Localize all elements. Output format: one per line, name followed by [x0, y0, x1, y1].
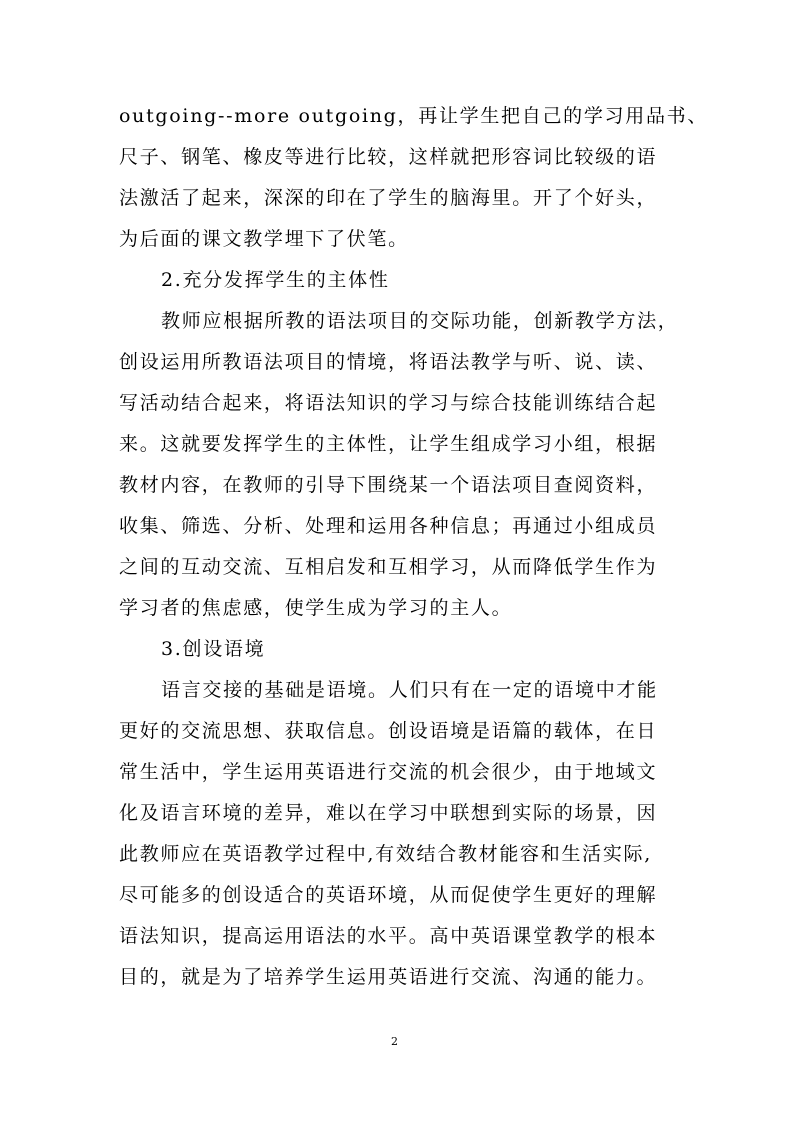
body-line: 语言交接的基础是语境。人们只有在一定的语境中才能 — [161, 679, 658, 701]
body-line: 为后面的课文教学埋下了伏笔。 — [119, 228, 409, 250]
body-line: 目的，就是为了培养学生运用英语进行交流、沟通的能力。 — [119, 966, 658, 988]
body-line: 写活动结合起来，将语法知识的学习与综合技能训练结合起 — [119, 392, 658, 414]
body-line: 收集、筛选、分析、处理和运用各种信息；再通过小组成员 — [119, 515, 658, 537]
body-line: 创设运用所教语法项目的情境，将语法教学与听、说、读、 — [119, 351, 658, 373]
body-line: 来。这就要发挥学生的主体性，让学生组成学习小组，根据 — [119, 433, 658, 455]
body-line: 教师应根据所教的语法项目的交际功能，创新教学方法， — [161, 310, 679, 332]
section-heading: 2.充分发挥学生的主体性 — [161, 269, 390, 291]
body-line: 语法知识，提高运用语法的水平。高中英语课堂教学的根本 — [119, 925, 658, 947]
body-line: outgoing--more outgoing，再让学生把自己的学习用品书、 — [119, 105, 709, 127]
body-line: 此教师应在英语教学过程中,有效结合教材能容和生活实际, — [119, 843, 652, 865]
body-line: 更好的交流思想、获取信息。创设语境是语篇的载体，在日 — [119, 720, 658, 742]
body-line: 常生活中，学生运用英语进行交流的机会很少，由于地域文 — [119, 761, 658, 783]
body-line: 尽可能多的创设适合的英语环境，从而促使学生更好的理解 — [119, 884, 658, 906]
body-line: 尺子、钢笔、橡皮等进行比较，这样就把形容词比较级的语 — [119, 146, 658, 168]
page-number: 2 — [391, 1035, 398, 1048]
section-heading: 3.创设语境 — [161, 638, 266, 660]
body-line: 学习者的焦虑感，使学生成为学习的主人。 — [119, 597, 513, 619]
body-line: 教材内容，在教师的引导下围绕某一个语法项目查阅资料， — [119, 474, 658, 496]
body-line: 化及语言环境的差异，难以在学习中联想到实际的场景，因 — [119, 802, 658, 824]
body-line: 法激活了起来，深深的印在了学生的脑海里。开了个好头， — [119, 187, 658, 209]
body-line: 之间的互动交流、互相启发和互相学习，从而降低学生作为 — [119, 556, 658, 578]
